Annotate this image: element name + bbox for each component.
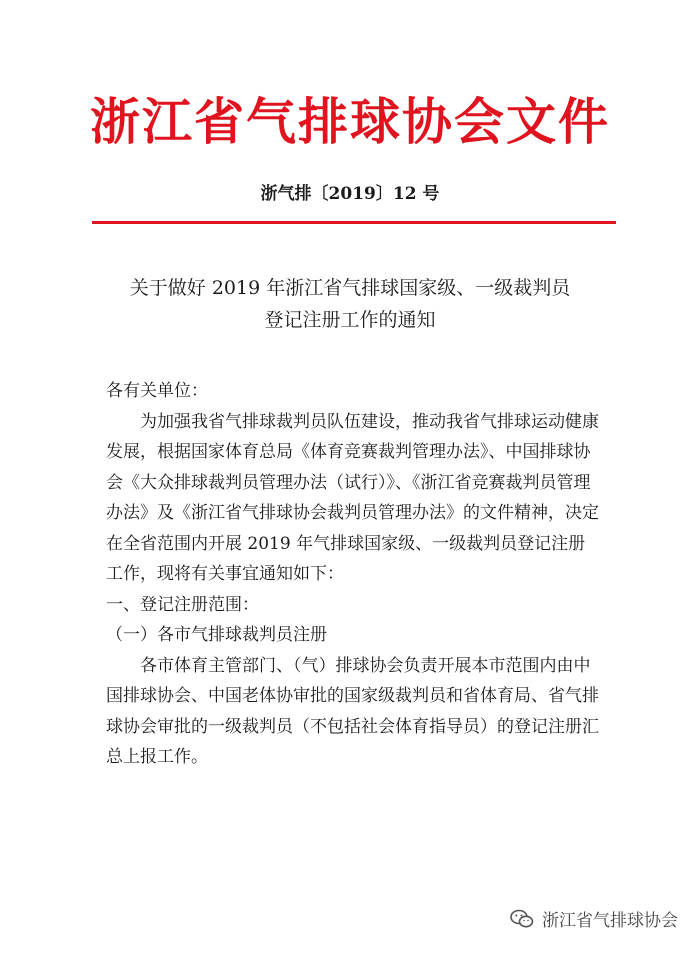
red-divider: [92, 221, 616, 224]
notice-title-line-1: 关于做好 2019 年浙江省气排球国家级、一级裁判员: [129, 277, 571, 299]
body-paragraph-1: 为加强我省气排球裁判员队伍建设，推动我省气排球运动健康发展，根据国家体育总局《体育竞赛裁判管理办法》、中国排球协会《大众排球裁判员管理办法（试行）》、《浙江省竞赛裁判员管理办法》及《浙江省气排球协会裁判员管理办法》的文件精神，决定在全省范围内开展 2019 年气排球国家级、一级裁判员登记注册工作，现将有关事宜通知如下：: [106, 411, 599, 584]
document-header-title: 浙江省气排球协会文件: [90, 92, 610, 151]
subsection-heading-1: （一）各市气排球裁判员注册: [106, 625, 327, 645]
wechat-watermark: [510, 906, 678, 931]
notice-title-line-2: 登记注册工作的通知: [264, 309, 436, 331]
body-paragraph-2: 各市体育主管部门、（气）排球协会负责开展本市范围内由中国排球协会、中国老体协审批的国家级裁判员和省体育局、省气排球协会审批的一级裁判员（不包括社会体育指导员）的登记注册汇总上报工作。: [106, 655, 599, 767]
wechat-icon: [510, 909, 534, 929]
notice-title: [80, 272, 620, 336]
salutation: 各有关单位：: [106, 381, 208, 401]
watermark-text: 浙江省气排球协会: [542, 911, 678, 931]
document-number: 浙气排〔2019〕12 号: [260, 184, 440, 204]
notice-body: [106, 376, 602, 773]
section-heading-1: 一、登记注册范围：: [106, 594, 259, 615]
